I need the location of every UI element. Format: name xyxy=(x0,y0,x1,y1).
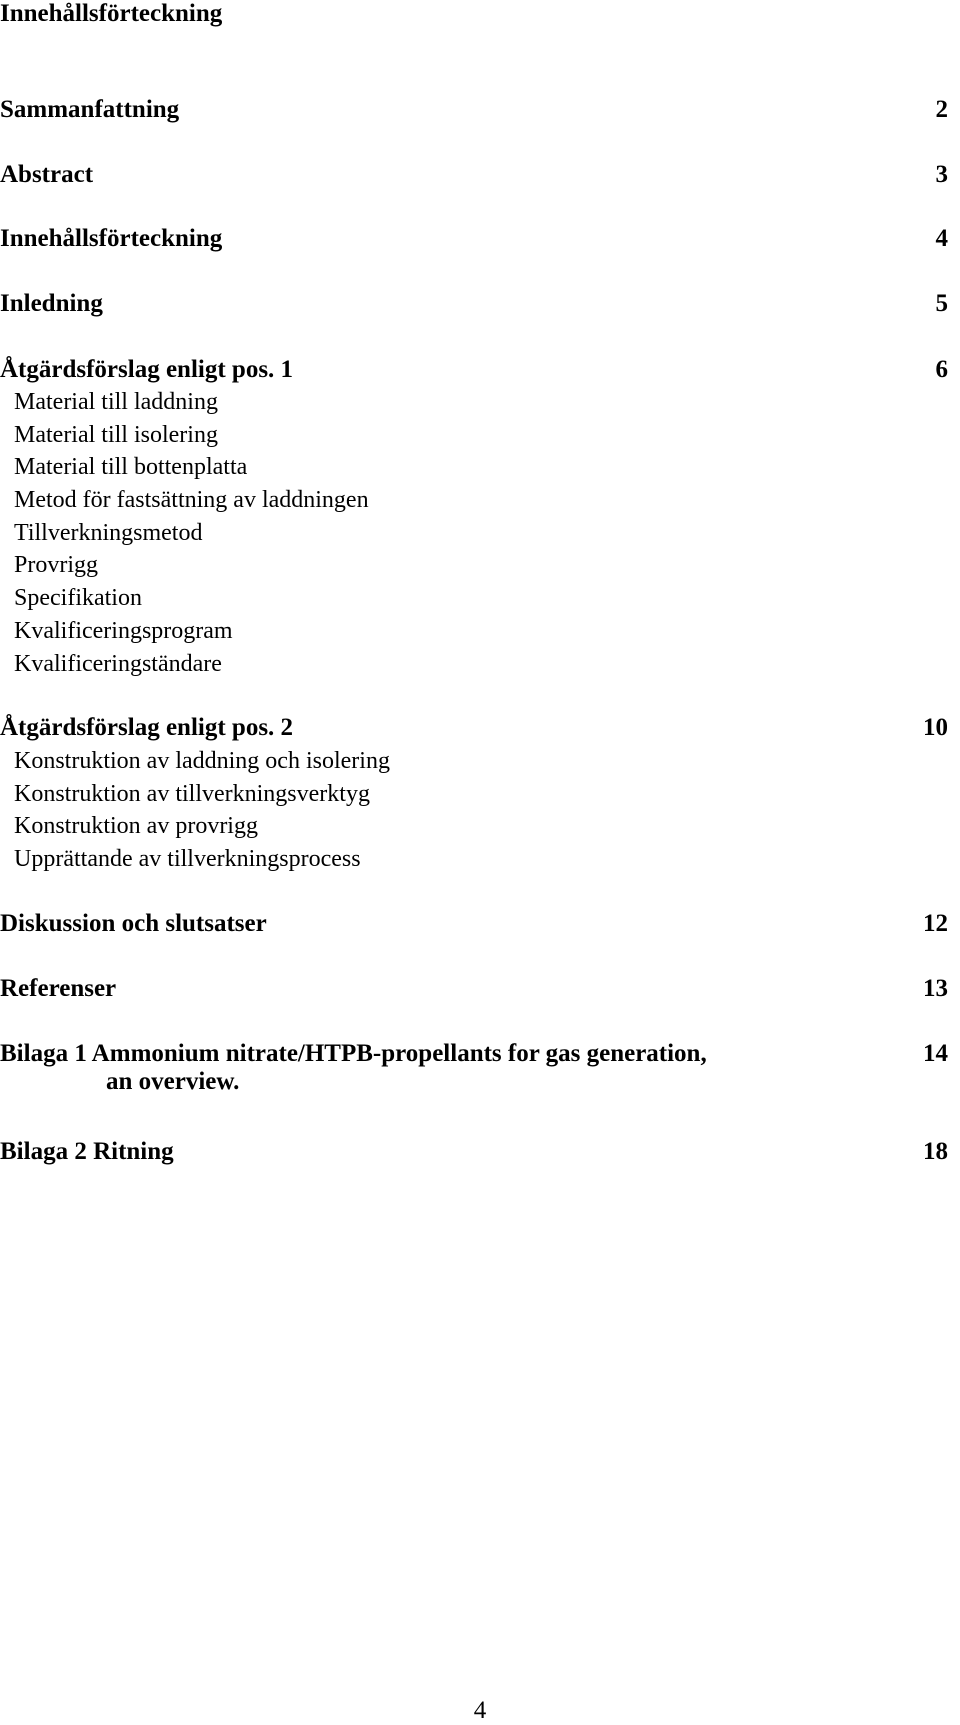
toc-entry-label: Inledning xyxy=(0,290,103,317)
toc-entry-inledning[interactable] xyxy=(0,290,948,318)
toc-entry-page: 13 xyxy=(923,975,948,1002)
toc-entry-page: 4 xyxy=(935,225,948,252)
toc-subitem[interactable]: Kvalificeringsprogram xyxy=(14,617,233,644)
toc-entry-referenser[interactable] xyxy=(0,975,948,1003)
toc-subitem[interactable]: Tillverkningsmetod xyxy=(14,519,203,546)
toc-subitem[interactable]: Material till laddning xyxy=(14,389,218,415)
toc-entry-page: 6 xyxy=(935,356,948,383)
toc-entry-diskussion[interactable] xyxy=(0,910,948,938)
toc-entry-atgardsforslag-pos-2[interactable] xyxy=(0,714,948,742)
toc-entry-label: Åtgärdsförslag enligt pos. 2 xyxy=(0,714,294,741)
toc-entry-label: Diskussion och slutsatser xyxy=(0,910,267,937)
toc-subitem[interactable]: Kvalificeringständare xyxy=(14,650,222,677)
toc-subsection-list xyxy=(14,386,369,680)
toc-subitem[interactable]: Konstruktion av tillverkningsverktyg xyxy=(14,780,370,807)
toc-subitem[interactable]: Upprättande av tillverkningsprocess xyxy=(14,846,361,873)
toc-entry-label: Åtgärdsförslag enligt pos. 1 xyxy=(0,356,294,383)
toc-entry-page: 10 xyxy=(923,714,948,741)
toc-subitem[interactable]: Metod för fastsättning av laddningen xyxy=(14,487,369,514)
toc-entry-label: Sammanfattning xyxy=(0,96,180,123)
toc-entry-page: 5 xyxy=(935,290,948,317)
toc-subitem[interactable]: Konstruktion av provrigg xyxy=(14,813,258,840)
toc-entry-page: 14 xyxy=(923,1040,948,1067)
toc-entry-bilaga-2[interactable] xyxy=(0,1138,948,1166)
toc-entry-page: 3 xyxy=(935,161,948,188)
toc-entry-label: Bilaga 1 Ammonium nitrate/HTPB-propellants for gas generation, xyxy=(0,1040,707,1067)
toc-entry-atgardsforslag-pos-1[interactable] xyxy=(0,356,948,384)
toc-entry-label: Referenser xyxy=(0,975,117,1002)
toc-entry-label: Abstract xyxy=(0,161,94,188)
toc-entry-bilaga-1[interactable] xyxy=(0,1040,948,1096)
toc-subitem[interactable]: Material till isolering xyxy=(14,421,218,448)
toc-entry-abstract[interactable] xyxy=(0,161,948,189)
toc-subsection-list xyxy=(14,745,390,876)
toc-entry-sammanfattning[interactable] xyxy=(0,96,948,124)
toc-entry-label: Innehållsförteckning xyxy=(0,225,223,252)
toc-subitem[interactable]: Specifikation xyxy=(14,585,142,612)
toc-subitem[interactable]: Material till bottenplatta xyxy=(14,454,248,481)
toc-subitem[interactable]: Konstruktion av laddning och isolering xyxy=(14,748,390,774)
toc-subitem[interactable]: Provrigg xyxy=(14,552,98,579)
toc-entry-label: Bilaga 2 Ritning xyxy=(0,1138,174,1165)
toc-entry-label-continuation: an overview. xyxy=(106,1068,240,1095)
toc-entry-page: 18 xyxy=(923,1138,948,1165)
page-number: 4 xyxy=(473,1697,487,1724)
toc-entry-page: 2 xyxy=(935,96,948,123)
toc-entry-innehallsforteckning[interactable] xyxy=(0,225,948,253)
toc-entry-page: 12 xyxy=(923,910,948,937)
page-title: Innehållsförteckning xyxy=(0,0,223,27)
